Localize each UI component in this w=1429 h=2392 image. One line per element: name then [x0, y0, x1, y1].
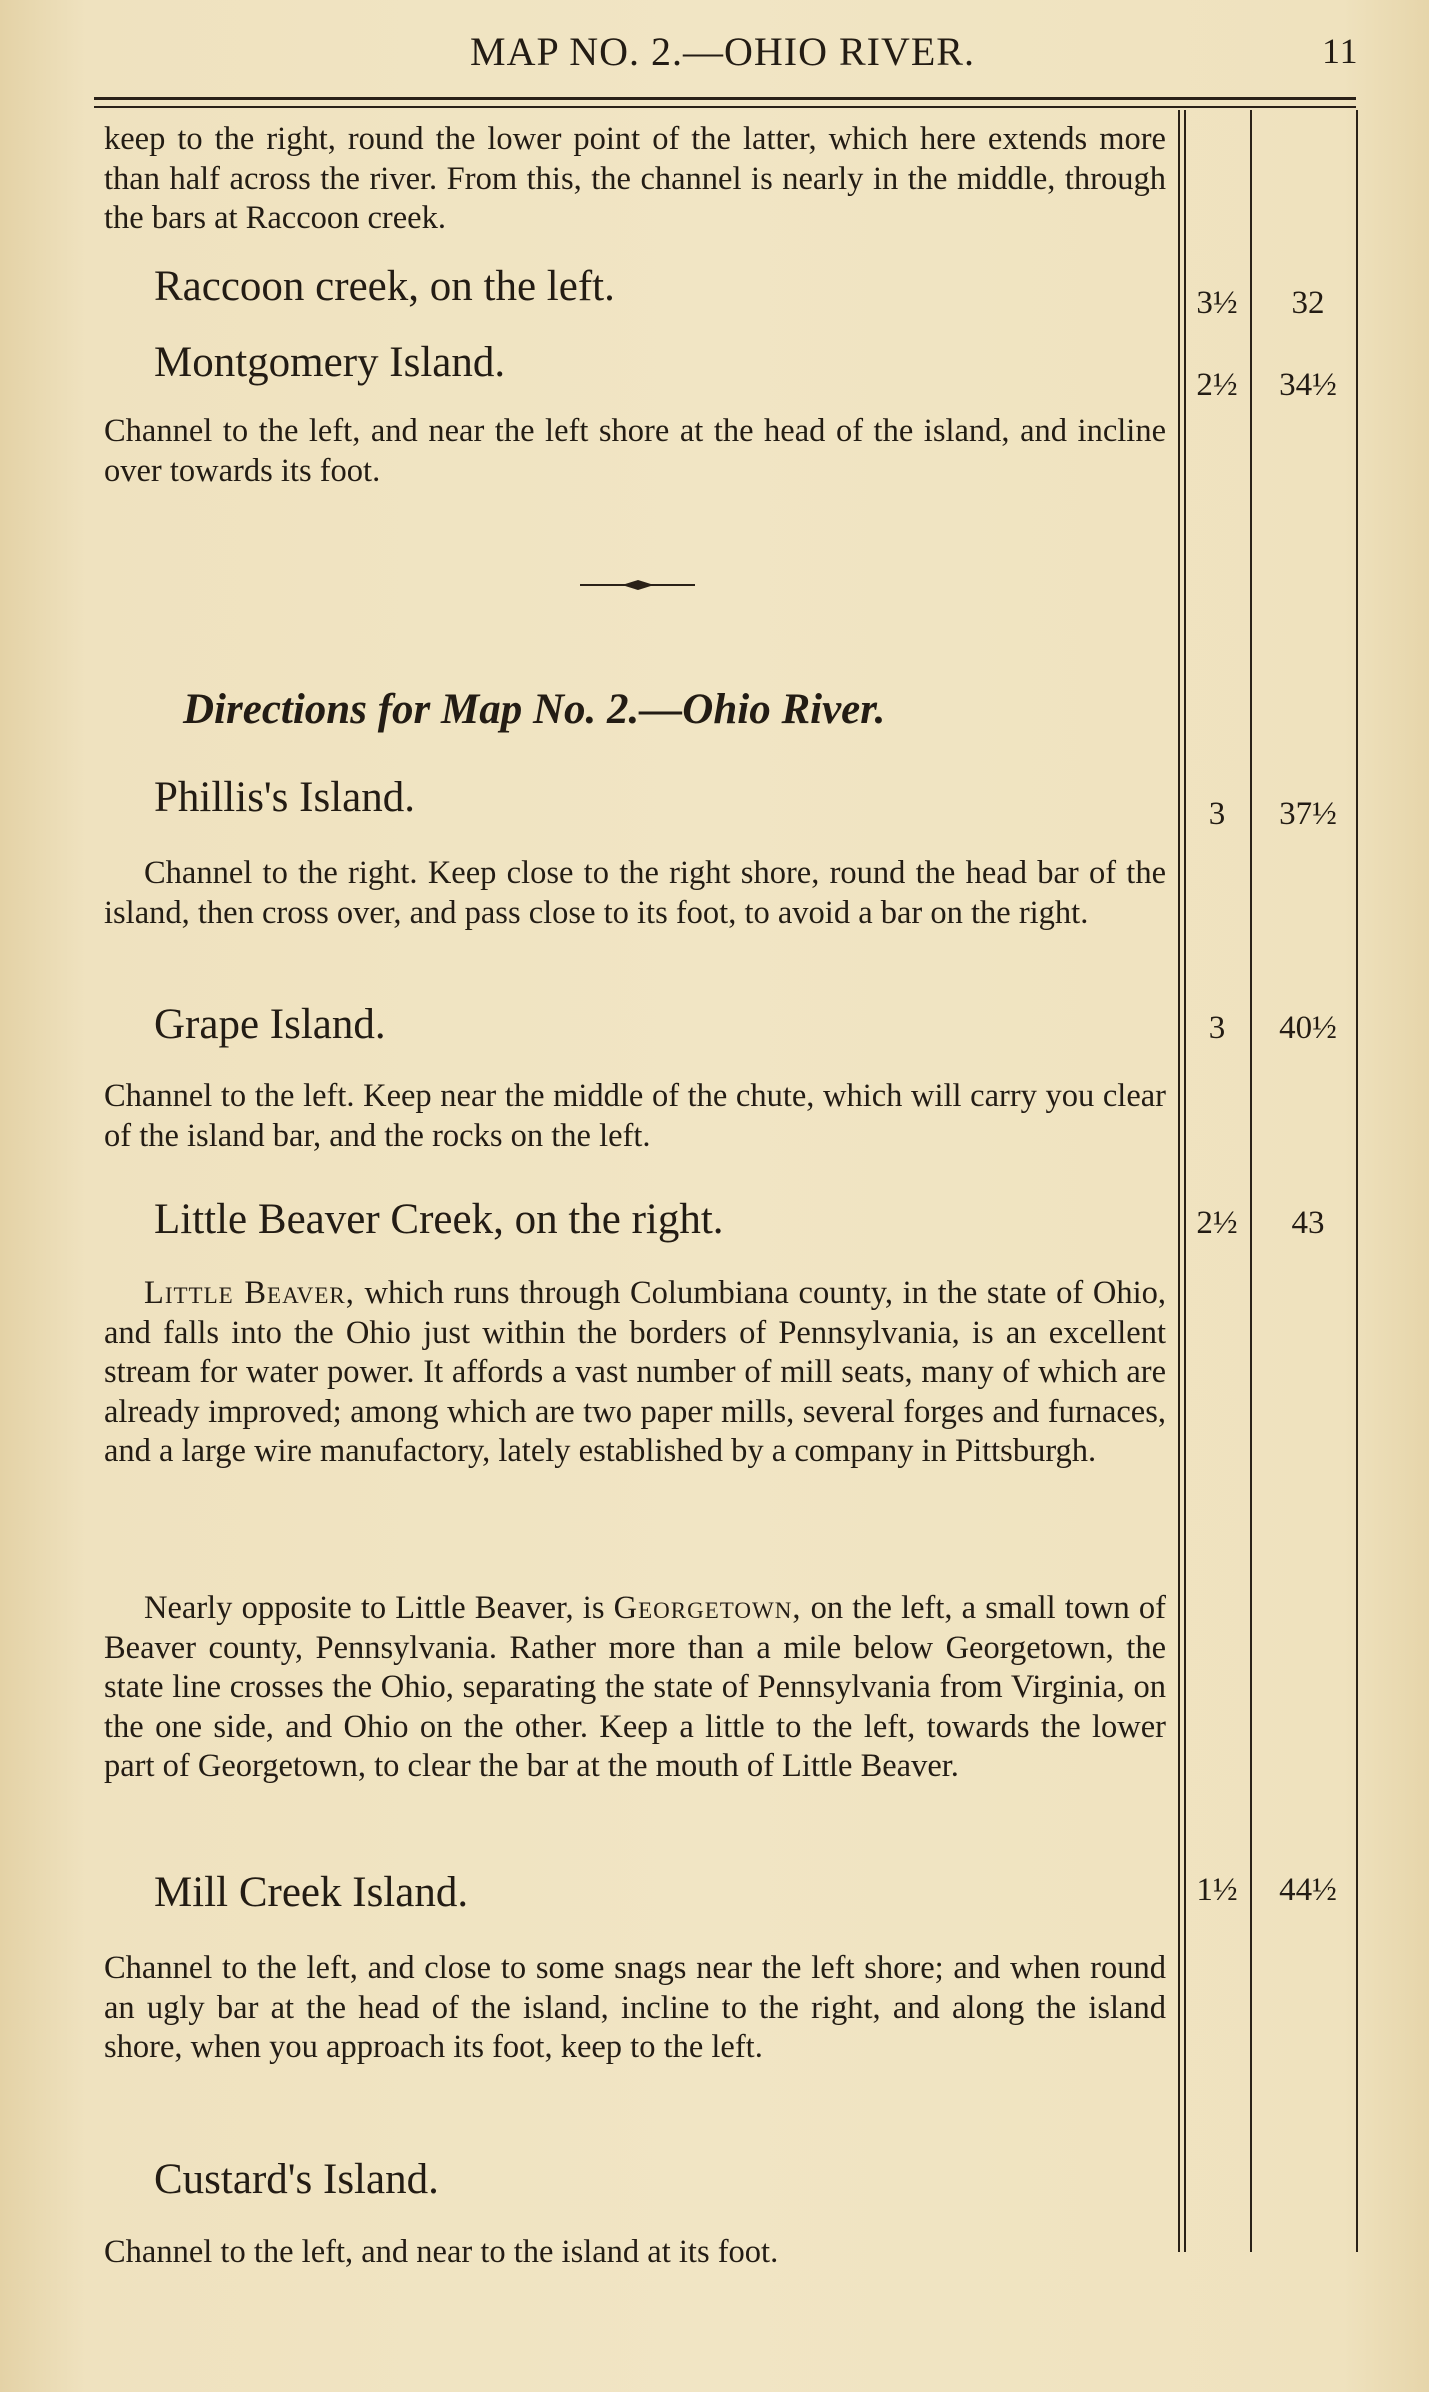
column-rule — [1250, 110, 1252, 2252]
heading-raccoon-creek: Raccoon creek, on the left. — [154, 263, 615, 310]
heading-montgomery-island: Montgomery Island. — [154, 339, 506, 386]
miles-grape: 3 — [1208, 1010, 1226, 1046]
georgetown-paragraph — [104, 1589, 1166, 1787]
miles-mill-creek: 1½ — [1196, 1872, 1238, 1908]
page-number: 11 — [1322, 31, 1359, 71]
little-beaver-paragraph — [104, 1274, 1166, 1472]
column-rule — [1178, 110, 1180, 2252]
total-raccoon: 32 — [1291, 285, 1325, 321]
section-title: Directions for Map No. 2.—Ohio River. — [183, 686, 886, 733]
total-grape: 40½ — [1279, 1010, 1337, 1046]
little-beaver-lead: Little Beaver, — [144, 1275, 355, 1311]
little-beaver-text: which runs through Columbiana county, in the state of Ohio, and falls into the Ohio just within the borders of Pennsylvania, is an excellent stream for water power. It affords a vast number of mill seats, many of which are already improved; among which are two paper mills, several forges and furnaces, and a large wire manufactory, lately established by a company in Pittsburgh. — [104, 1275, 1166, 1469]
header-rule-thin — [94, 106, 1356, 108]
total-phillis: 37½ — [1279, 796, 1337, 832]
miles-raccoon: 3½ — [1196, 285, 1238, 321]
heading-phillis-island: Phillis's Island. — [154, 774, 416, 821]
mill-creek-paragraph: Channel to the left, and close to some snags near the left shore; and when round an ugly bar at the head of the island, incline to the right, and along the island shore, when you approach its foot, keep to the left. — [104, 1950, 1166, 2065]
ornament-divider-icon — [580, 575, 695, 595]
heading-grape-island: Grape Island. — [154, 1001, 386, 1048]
montgomery-paragraph: Channel to the left, and near the left shore at the head of the island, and incline over towards its foot. — [104, 413, 1166, 489]
miles-little-beaver: 2½ — [1196, 1205, 1238, 1241]
custard-paragraph: Channel to the left, and near to the island at its foot. — [104, 2234, 779, 2270]
heading-mill-creek-island: Mill Creek Island. — [154, 1869, 469, 1916]
running-title: MAP NO. 2.—OHIO RIVER. — [470, 29, 975, 74]
column-rule — [1184, 110, 1186, 2252]
total-mill-creek: 44½ — [1279, 1872, 1337, 1908]
heading-little-beaver-creek: Little Beaver Creek, on the right. — [154, 1196, 724, 1243]
miles-montgomery: 2½ — [1196, 367, 1238, 403]
georgetown-name: Georgetown, — [613, 1590, 802, 1626]
header-rule-thick — [94, 97, 1356, 100]
total-montgomery: 34½ — [1279, 367, 1337, 403]
miles-phillis: 3 — [1208, 796, 1226, 832]
georgetown-text-a: Nearly opposite to Little Beaver, is — [144, 1590, 614, 1626]
intro-paragraph: keep to the right, round the lower point of the latter, which here extends more than half across the river. From this, the channel is nearly in the middle, through the bars at Raccoon creek. — [104, 121, 1166, 236]
grape-paragraph: Channel to the left. Keep near the middle of the chute, which will carry you clear of the island bar, and the rocks on the left. — [104, 1078, 1166, 1154]
total-little-beaver: 43 — [1291, 1205, 1325, 1241]
georgetown-text-b: on the left, a small town of Beaver county, Pennsylvania. Rather more than a mile below Georgetown, the state line crosses the Ohio, separating the state of Pennsylvania from Virginia, on the one side, and Ohio on the other. Keep a little to the left, towards the lower part of Georgetown, to clear the bar at the mouth of Little Beaver. — [104, 1590, 1167, 1784]
running-head — [0, 18, 1429, 78]
heading-custards-island: Custard's Island. — [154, 2156, 439, 2203]
column-rule — [1356, 110, 1358, 2252]
phillis-paragraph: Channel to the right. Keep close to the right shore, round the head bar of the island, then cross over, and pass close to its foot, to avoid a bar on the right. — [104, 855, 1166, 931]
